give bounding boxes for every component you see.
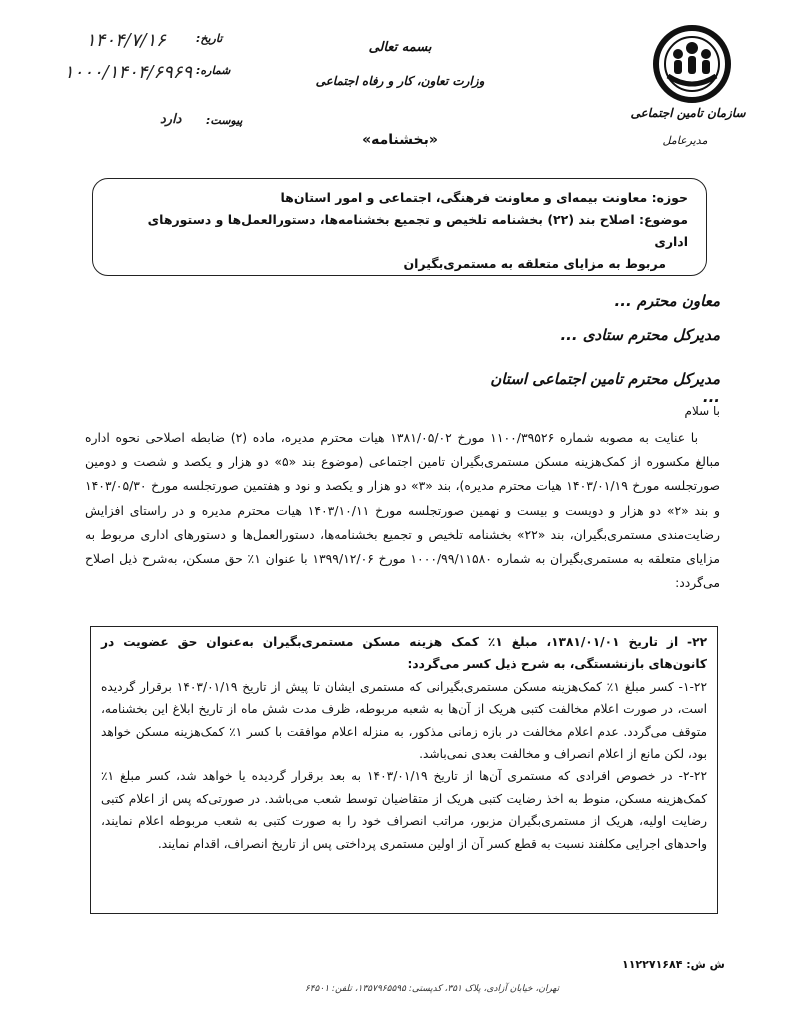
salutation-hq-director: مدیرکل محترم ستادی ... — [560, 326, 720, 344]
org-name: سازمان تامین اجتماعی — [630, 106, 746, 120]
clause-heading: ۲۲- از تاریخ ۱۳۸۱/۰۱/۰۱، مبلغ ۱٪ کمک هزینه مسکن مستمری‌بگیران به‌عنوان حق عضویت در کانون‌های بازنشستگی، به شرح ذیل کسر می‌گردد: — [101, 635, 708, 672]
tracking-number: ش ش: ۱۱۲۲۷۱۶۸۴ — [622, 958, 725, 971]
salutation-province-director: مدیرکل محترم تامین اجتماعی استان ... — [490, 370, 720, 406]
salutation-deputy: معاون محترم ... — [614, 292, 720, 310]
date-label: تاریخ: — [196, 32, 223, 45]
clause-item-1: ۱-۲۲- کسر مبلغ ۱٪ کمک‌هزینه مسکن مستمری‌بگیرانی که مستمری ایشان تا پیش از تاریخ ۱۴۰۳/۰۱/۱۹ برقرار گردیده است، در صورت اعلام مخالفت کتبی هریک از آن‌ها به شعبه مربوطه، ظرف مدت شش ماه از تاریخ ابلاغ این بخشنامه، متوقف می‌گردد. عدم اعلام مخالفت در بازه زمانی مذکور، به منزله اعلام موافقت با کسر ۱٪ کمک‌هزینه مسکن خواهد بود، لکن مانع از اعلام انصراف و مخالفت بعدی نمی‌باشد. — [101, 679, 707, 762]
footer-address: تهران، خیابان آزادی، پلاک ۳۵۱، کدپستی: ۱۳۵۷۹۶۵۵۹۵، تلفن: ۶۴۵۰۱ — [304, 984, 560, 994]
organization-logo — [650, 24, 734, 104]
subject-line-1: موضوع: اصلاح بند (۲۲) بخشنامه تلخیص و تجمیع بخشنامه‌ها، دستورالعمل‌ها و دستورهای اداری — [147, 212, 688, 249]
clause-item-2: ۲-۲۲- در خصوص افرادی که مستمری آن‌ها از تاریخ ۱۴۰۳/۰۱/۱۹ به بعد برقرار گردیده یا خواهد شد، کسر مبلغ ۱٪ کمک‌هزینه مسکن، منوط به اخذ رضایت کتبی هریک از متقاضیان توسط شعب می‌باشد. در صورتی‌که پس از اعلام کتبی رضایت اولیه، هریک از مستمری‌بگیران مزبور، مراتب انصراف خود را به صورت کتبی به شعب مربوطه اعلام نمایند، واحدهای اجرایی مکلفند نسبت به قطع کسر آن از اولین مستمری پرداختی پس از تاریخ انصراف، اقدام نمایند. — [101, 769, 707, 851]
subject-line-2: مربوط به مزایای متعلقه به مستمری‌بگیران — [403, 256, 666, 271]
date-value: ۱۴۰۴/۷/۱۶ — [86, 30, 166, 51]
bism: بسمه تعالی — [368, 40, 432, 55]
org-unit: مدیرعامل — [662, 134, 708, 147]
number-value: ۱۰۰۰/۱۴۰۴/۶۹۶۹ — [64, 62, 193, 83]
body-text — [85, 426, 720, 595]
number-label: شماره: — [196, 64, 231, 77]
attachment-value: دارد — [160, 112, 182, 127]
document-type: «بخشنامه» — [362, 132, 438, 148]
attachment-label: پیوست: — [206, 114, 243, 127]
body-paragraph: با عنایت به مصوبه شماره ۱۱۰۰/۳۹۵۲۶ مورخ ۱۳۸۱/۰۵/۰۲ هیات محترم مدیره، ماده (۲) ضابطه اصلاحی نحوه اداره مبالغ مکسوره از کمک‌هزینه مسکن مستمری‌بگیران تامین اجتماعی (موضوع بند «۵» دو هزار و یکصد و شصت و دومین صورتجلسه مورخ ۱۴۰۳/۰۱/۱۹ هیات محترم مدیره)، بند «۳» دو هزار و یکصد و نود و هفتمین صورتجلسه مورخ ۱۴۰۳/۰۵/۳۰ و بند «۲» دو هزار و دویست و بیست و نهمین صورتجلسه مورخ ۱۴۰۳/۱۰/۱۱ هیات محترم مدیره و در راستای افزایش رضایت‌مندی مستمری‌بگیران، بند «۲۲» بخشنامه تلخیص و تجمیع بخشنامه‌ها، دستورالعمل‌ها و دستورهای اداری مربوط به مزایای متعلقه به مستمری‌بگیران به شماره ۱۰۰۰/۹۹/۱۱۵۸۰ مورخ ۱۳۹۹/۱۲/۰۶ با عنوان ۱٪ حق مسکن، به‌شرح ذیل اصلاح می‌گردد: — [85, 430, 720, 591]
greeting: با سلام — [684, 404, 720, 418]
subject-domain: حوزه: معاونت بیمه‌ای و معاونت فرهنگی، اجتماعی و امور استان‌ها — [280, 190, 688, 205]
ministry-title: وزارت تعاون، کار و رفاه اجتماعی — [315, 74, 485, 88]
subject-box — [92, 178, 707, 276]
clause-box — [90, 626, 718, 914]
